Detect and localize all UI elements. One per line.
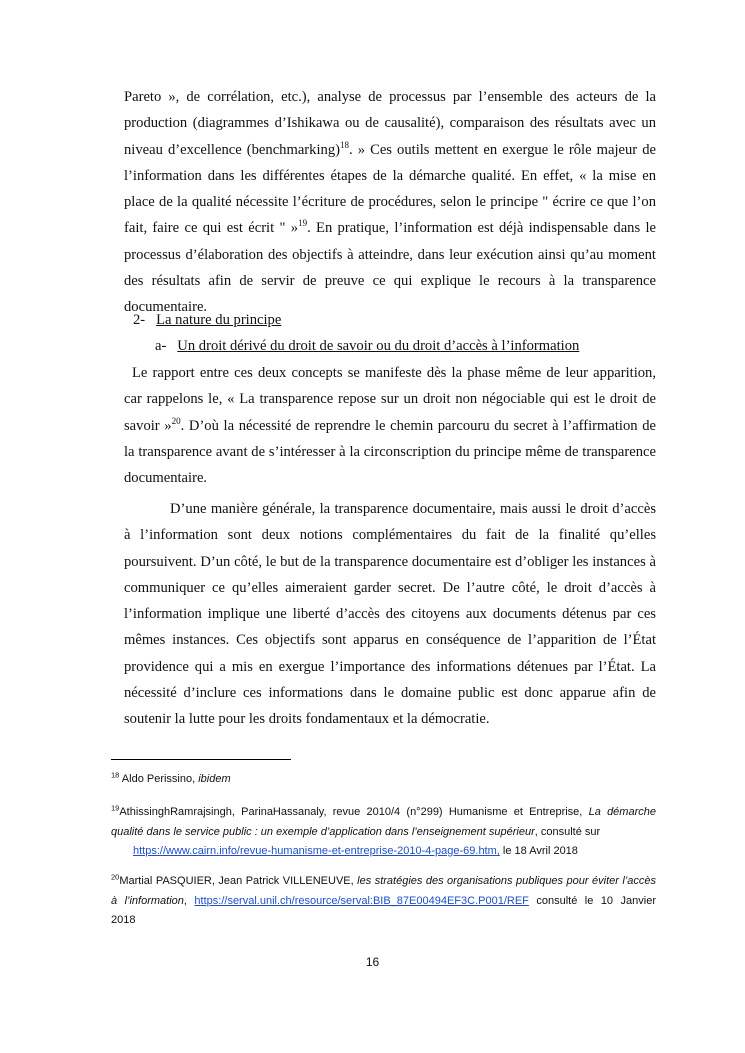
section-heading-2 <box>133 310 281 330</box>
footnote-19-link[interactable]: https://www.cairn.info/revue-humanisme-et-entreprise-2010-4-page-69.htm, <box>133 845 500 857</box>
section-number: 2- <box>133 312 146 328</box>
footnote-separator <box>111 759 291 760</box>
footnote-number: 20 <box>111 872 120 882</box>
footnote-20-link[interactable]: https://serval.unil.ch/resource/serval:BIB_87E00494EF3C.P001/REF <box>194 894 529 907</box>
footnote-ref-20[interactable]: 20 <box>171 415 181 426</box>
footnote-19: $^{19}$AthissinghRamrajsingh, ParinaHassanaly, revue 2010/4 (n°299) Humanisme et Entreprise, La démarche qualité dans le service public : un exemple d’application dans l’enseignement supérieur, consulté sur https://www.cairn.info/revue-humanisme-et-entreprise-2010-4-page-69.htm, le 18 Avril 2018 <box>111 803 656 857</box>
subsection-title: Un droit dérivé du droit de savoir ou du droit d’accès à l’information <box>177 338 580 354</box>
footnote-ref-18[interactable]: 18 <box>339 139 349 150</box>
paragraph-quality-tools: Pareto », de corrélation, etc.), analyse de processus par l’ensemble des acteurs de la production (diagrammes d’Ishikawa ou de causalité), comparaison des résultats avec un niveau d’excellence (benchmarking)$^{18}$. » Ces outils mettent en exergue le rôle majeur de l’information dans les différentes étapes de la démarche qualité. En effet, « la mise en place de la qualité nécessite l’écriture de procédures, selon le principe " écrire ce que l’on fait, faire ce qui est écrit " »$^{19}$. En pratique, l’information est déjà indispensable dans le processus d’élaboration des objectifs à atteindre, dans leur exécution ainsi qu’au moment des résultats afin de servir de preuve ce qui explique le recours à la transparence documentaire. <box>124 89 656 316</box>
paragraph-relation: Le rapport entre ces deux concepts se manifeste dès la phase même de leur apparition, car rappelons le, « La transparence repose sur un droit non négociable qui est le droit de savoir »$^{20}$. D’où la nécessité de reprendre le chemin parcouru du secret à l’affirmation de la transparence avant de s’intéresser à la circonscription du principe même de transparence documentaire. <box>124 365 656 487</box>
subsection-number: a- <box>155 338 167 354</box>
footnote-ref-19[interactable]: 19 <box>298 218 308 229</box>
section-title: La nature du principe <box>156 312 282 328</box>
subsection-heading-a <box>155 336 579 356</box>
paragraph-general: D’une manière générale, la transparence documentaire, mais aussi le droit d’accès à l’information sont deux notions complémentaires du fait de la finalité qu’elles poursuivent. D’un côté, le but de la transparence documentaire est d’obliger les instances à communiquer ce qu’elles aimeraient garder secret. De l’autre côté, le droit d’accès à l’information implique une liberté d’accès des citoyens aux documents détenus par ces mêmes instances. Ces objectifs sont apparus en conséquence de l’apparition de l’État providence qui a mis en exergue l’importance des informations détenues par l’État. La nécessité d’inclure ces informations dans le domaine public est donc apparue afin de soutenir la lutte pour les droits fondamentaux et la démocratie. <box>124 501 656 728</box>
page-number: 16 <box>365 955 380 969</box>
footnote-number: 18 <box>111 770 120 780</box>
footnote-18: $^{18}$ Aldo Perissino, ibidem <box>111 770 231 785</box>
footnote-20: $^{20}$Martial PASQUIER, Jean Patrick VILLENEUVE, les stratégies des organisations publiques pour éviter l’accès à l’information, https://serval.unil.ch/resource/serval:BIB_87E00494EF3C.P001/REF consulté le 10 Janvier 2018 <box>111 872 656 926</box>
footnote-number: 19 <box>111 803 120 813</box>
